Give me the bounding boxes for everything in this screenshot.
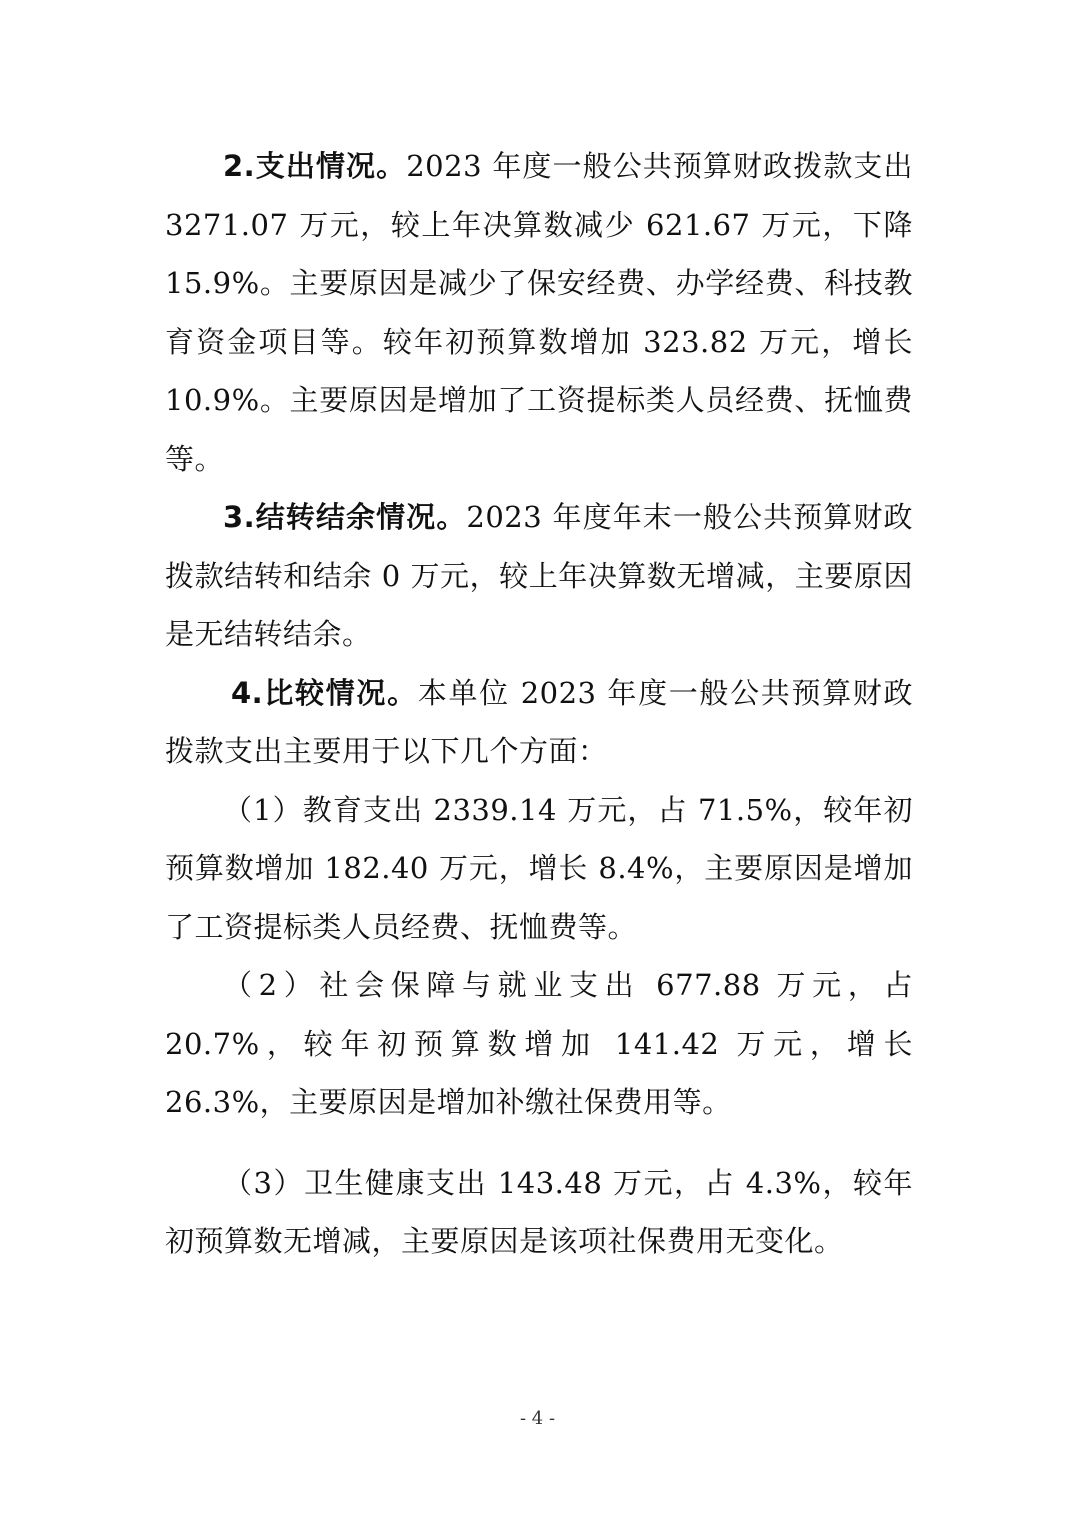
heading-expenditure: 2.支出情况。: [223, 149, 407, 183]
heading-carryover: 3.结转结余情况。: [223, 500, 467, 534]
heading-comparison: 4.比较情况。: [231, 675, 418, 710]
paragraph-education: [165, 781, 913, 957]
page-number: - 4 -: [519, 1408, 556, 1429]
paragraph-social-security-text: （2）社会保障与就业支出 677.88 万元，占 20.7%，较年初预算数增加 141.42 万元，增长 26.3%，主要原因是增加补缴社保费用等。: [165, 968, 913, 1119]
paragraph-expenditure: [165, 137, 913, 488]
paragraph-carryover-text: 2023 年度年末一般公共预算财政拨款结转和结余 0 万元，较上年决算数无增减，主要原因是无结转结余。: [165, 500, 913, 651]
document-body: [165, 137, 913, 1271]
paragraph-expenditure-text: 2023 年度一般公共预算财政拨款支出 3271.07 万元，较上年决算数减少 621.67 万元，下降 15.9%。主要原因是减少了保安经费、办学经费、科技教育资金项目等。较年初预算数增加 323.82 万元，增长 10.9%。主要原因是增加了工资提标类人员经费、抚恤费等。: [165, 149, 913, 476]
paragraph-education-text: （1）教育支出 2339.14 万元，占 71.5%，较年初预算数增加 182.40 万元，增长 8.4%，主要原因是增加了工资提标类人员经费、抚恤费等。: [165, 792, 913, 944]
paragraph-comparison: [165, 664, 913, 781]
paragraph-social-security: [165, 956, 913, 1132]
paragraph-comparison-text: 本单位 2023 年度一般公共预算财政拨款支出主要用于以下几个方面：: [165, 675, 913, 768]
paragraph-carryover: [165, 488, 913, 664]
paragraph-health-text: （3）卫生健康支出 143.48 万元，占 4.3%，较年初预算数无增减，主要原因是该项社保费用无变化。: [165, 1165, 913, 1258]
paragraph-health: [165, 1154, 913, 1271]
